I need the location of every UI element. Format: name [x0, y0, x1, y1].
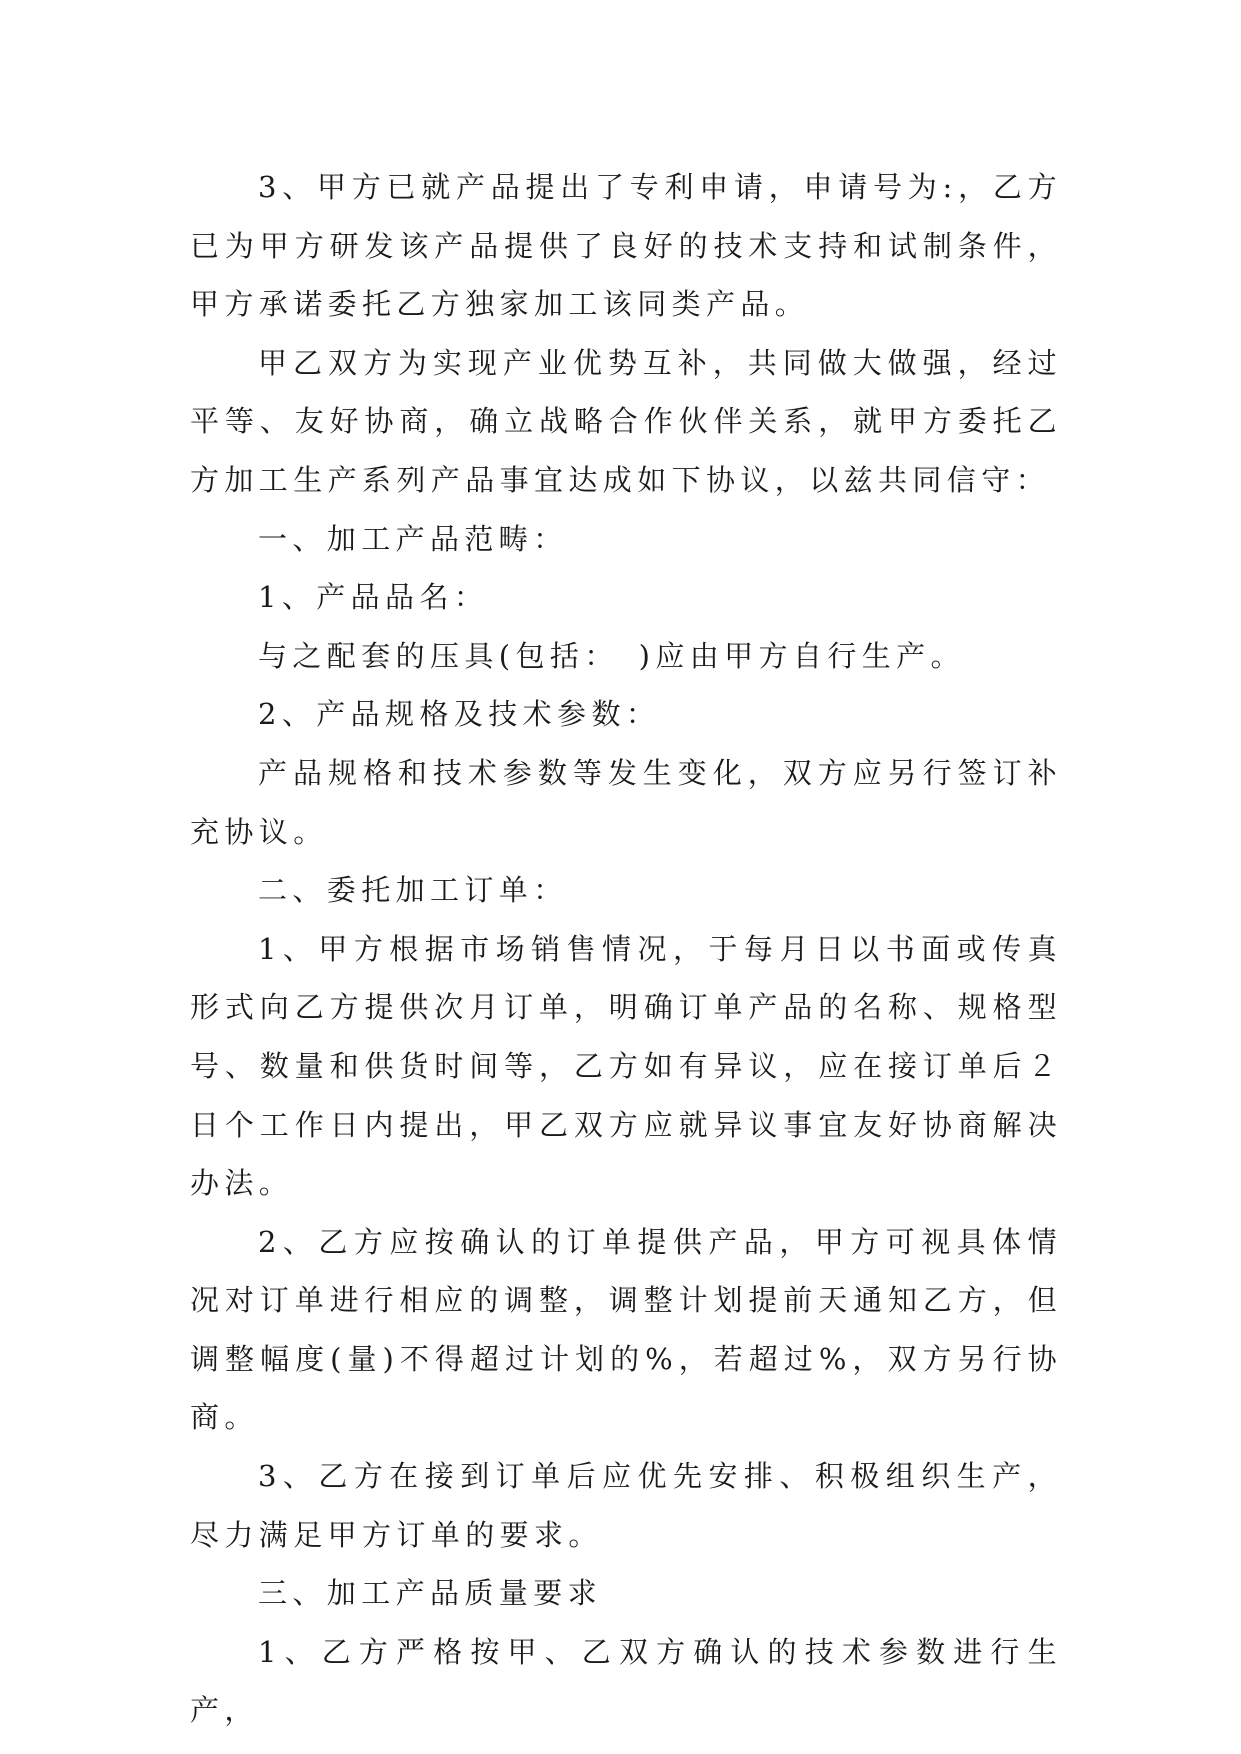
section-heading-orders: 二、委托加工订单： [258, 873, 568, 908]
document-body [190, 158, 1062, 1740]
clause-production-priority: 3、乙方在接到订单后应优先安排、积极组织生产，尽力满足甲方订单的要求。 [190, 1459, 1062, 1552]
section-heading-product-scope: 一、加工产品范畴： [258, 521, 568, 556]
paragraph-agreement-intro: 甲乙双方为实现产业优势互补，共同做大做强，经过平等、友好协商，确立战略合作伙伴关系，就甲方委托乙方加工生产系列产品事宜达成如下协议，以兹共同信守： [190, 345, 1062, 497]
paragraph-patent-application: 3、甲方已就产品提出了专利申请，申请号为:，乙方已为甲方研发该产品提供了良好的技术支持和试制条件，甲方承诺委托乙方独家加工该同类产品。 [190, 170, 1062, 322]
paragraph-spec-changes: 产品规格和技术参数等发生变化，双方应另行签订补充协议。 [190, 755, 1062, 849]
section-heading-quality: 三、加工产品质量要求 [258, 1576, 603, 1611]
clause-product-name: 1、产品品名： [258, 580, 489, 615]
clause-order-adjustment: 2、乙方应按确认的订单提供产品，甲方可视具体情况对订单进行相应的调整，调整计划提前天通知乙方，但调整幅度(量)不得超过计划的%，若超过%，双方另行协商。 [190, 1224, 1062, 1435]
paragraph-matching-tools: 与之配套的压具(包括： )应由甲方自行生产。 [258, 638, 965, 673]
clause-monthly-orders: 1、甲方根据市场销售情况，于每月日以书面或传真形式向乙方提供次月订单，明确订单产品的名称、规格型号、数量和供货时间等，乙方如有异议，应在接订单后２日个工作日内提出，甲乙双方应就异议事宜友好协商解决办法。 [190, 931, 1062, 1201]
clause-product-specs: 2、产品规格及技术参数： [258, 697, 661, 732]
clause-quality-params: 1、乙方严格按甲、乙双方确认的技术参数进行生产， [190, 1634, 1062, 1728]
